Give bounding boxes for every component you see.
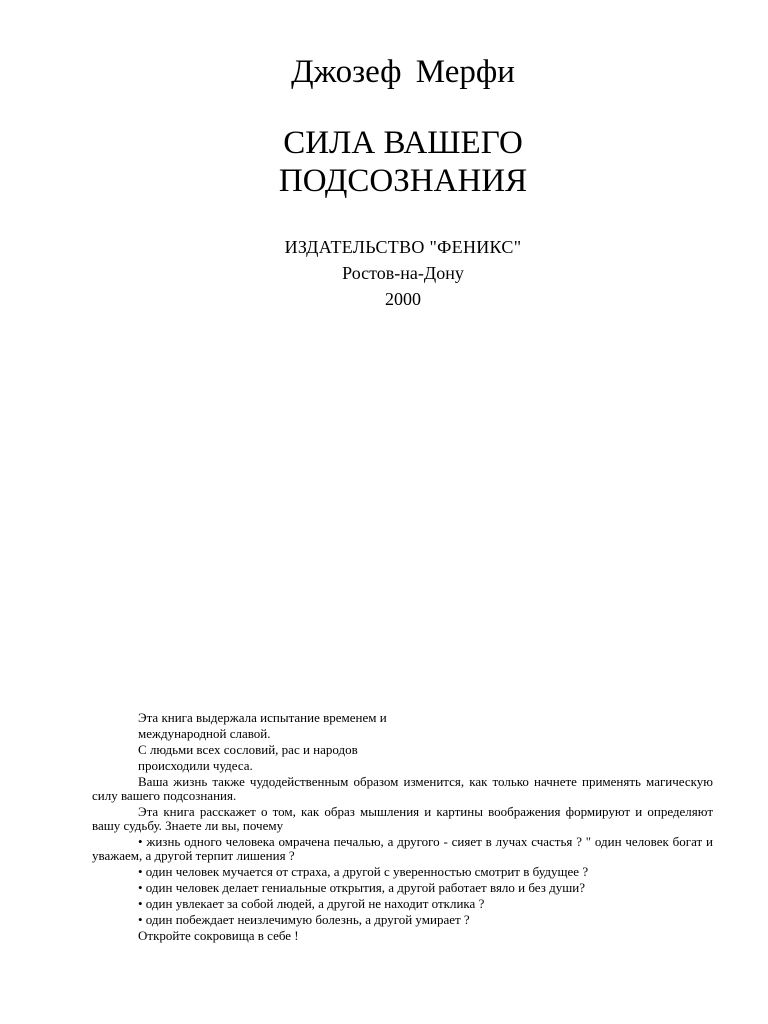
annotation-line: Эта книга выдержала испытание временем и [138, 710, 387, 725]
publication-year: 2000 [385, 289, 421, 309]
annotation-line: С людьми всех сословий, рас и народов [138, 742, 358, 757]
author-name: Джозеф Мерфи [291, 54, 515, 90]
book-annotation [92, 711, 713, 945]
annotation-bullet: • один человек делает гениальные открытия, а другой работает вяло и без души? [138, 880, 585, 895]
annotation-paragraph: Ваша жизнь также чудодейственным образом изменится, как только начнете применять магическую силу вашего подсознания. [92, 774, 713, 803]
annotation-line: международной славой. [138, 726, 271, 741]
book-title [0, 124, 768, 200]
book-title-line-1: СИЛА ВАШЕГО [283, 125, 523, 161]
publication-city: Ростов-на-Дону [342, 263, 464, 283]
annotation-bullet: • один человек мучается от страха, а другой с уверенностью смотрит в будущее ? [138, 864, 589, 879]
publisher-name: ИЗДАТЕЛЬСТВО "ФЕНИКС" [284, 237, 522, 257]
annotation-paragraph: • жизнь одного человека омрачена печалью, а другого - сияет в лучах счастья ? " один человек богат и уважаем, а другой терпит лишения ? [92, 834, 713, 863]
annotation-bullet: • один побеждает неизлечимую болезнь, а другой умирает ? [138, 912, 470, 927]
annotation-paragraph: Эта книга расскажет о том, как образ мышления и картины воображения формируют и определяют вашу судьбу. Знаете ли вы, почему [92, 804, 713, 833]
imprint [0, 234, 768, 312]
book-title-line-2: ПОДСОЗНАНИЯ [278, 163, 528, 199]
annotation-bullet: • один увлекает за собой людей, а другой не находит отклика ? [138, 896, 485, 911]
annotation-closing: Откройте сокровища в себе ! [138, 928, 299, 943]
annotation-line: происходили чудеса. [138, 758, 253, 773]
